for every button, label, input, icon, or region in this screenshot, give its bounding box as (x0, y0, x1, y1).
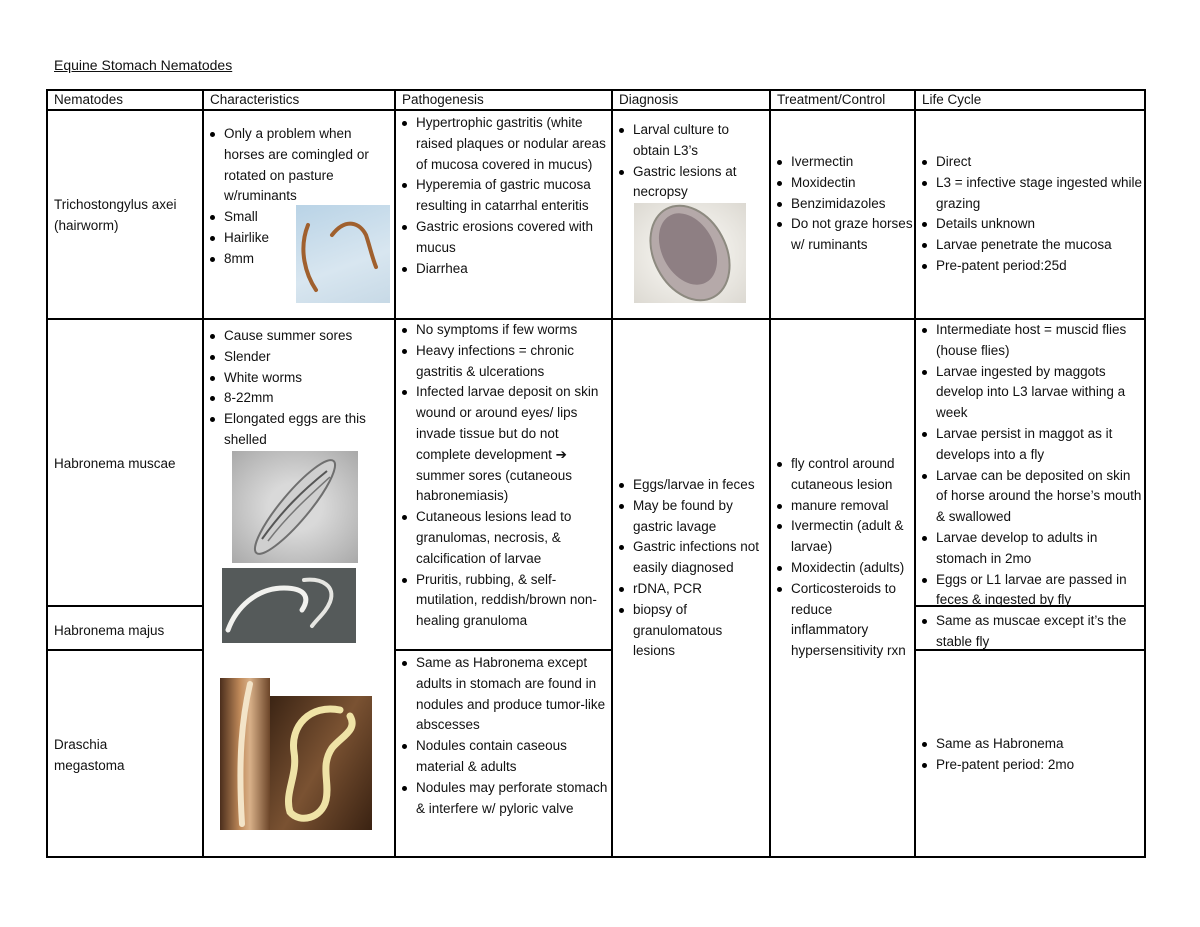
list-item: Larvae can be deposited on skin of horse around the horse’s mouth & swallowed (918, 466, 1142, 528)
list-item: Direct (918, 152, 1142, 173)
list-item: 8mm (206, 249, 390, 270)
list-item: Larvae ingested by maggots develop into L3 larvae withing a week (918, 362, 1142, 424)
header-pathogenesis: Pathogenesis (402, 92, 484, 107)
list-item: Infected larvae deposit on skin wound or around eyes/ lips invade tissue but do not complete development ➔ summer sores (cutaneous habronemiasis) (398, 382, 608, 507)
larva-culture-photo (634, 203, 746, 303)
header-nematodes: Nematodes (54, 92, 124, 107)
list-item: Gastric erosions covered with mucus (398, 217, 608, 259)
nematode-name-draschia: Draschia megastoma (54, 737, 125, 773)
list-item: Diarrhea (398, 259, 608, 280)
list-item: Small (206, 207, 390, 228)
list-item: Elongated eggs are this shelled (206, 409, 390, 451)
list-item: rDNA, PCR (615, 579, 767, 600)
list-item: Benzimidazoles (773, 194, 913, 215)
draschia-photo-1 (220, 678, 270, 830)
list-item: Same as Habronema (918, 734, 1142, 755)
list-item: Same as Habronema except adults in stomach are found in nodules and produce tumor-like abscesses (398, 653, 608, 736)
list-item: Cause summer sores (206, 326, 390, 347)
pathogenesis-draschia (398, 653, 608, 819)
list-item: Nodules may perforate stomach & interfere w/ pyloric valve (398, 778, 608, 820)
list-item: Only a problem when horses are comingled or rotated on pasture w/ruminants (206, 124, 390, 207)
list-item: Eggs/larvae in feces (615, 475, 767, 496)
list-item: 8-22mm (206, 388, 390, 409)
draschia-photo-2 (270, 696, 372, 830)
life-cycle-habronema-majus (918, 611, 1142, 653)
list-item: Heavy infections = chronic gastritis & ulcerations (398, 341, 608, 383)
diagnosis-habronema (615, 475, 767, 662)
list-item: Gastric lesions at necropsy (615, 162, 767, 204)
pathogenesis-trichostongylus (398, 113, 608, 279)
life-cycle-habronema-muscae (918, 320, 1142, 611)
diagnosis-trichostongylus (615, 120, 767, 203)
nematode-table (46, 89, 1146, 858)
list-item: fly control around cutaneous lesion (773, 454, 913, 496)
treatment-trichostongylus (773, 152, 913, 256)
header-life-cycle: Life Cycle (922, 92, 982, 107)
list-item: Pre-patent period:25d (918, 256, 1142, 277)
nematode-name-trichostongylus: Trichostongylus axei (hairworm) (54, 197, 177, 233)
list-item: Ivermectin (773, 152, 913, 173)
list-item: Slender (206, 347, 390, 368)
hairworm-photo (296, 205, 390, 303)
list-item: Larvae penetrate the mucosa (918, 235, 1142, 256)
header-diagnosis: Diagnosis (619, 92, 679, 107)
header-treatment-control: Treatment/Control (777, 92, 886, 107)
list-item: Pre-patent period: 2mo (918, 755, 1142, 776)
habronema-larva-photo (222, 568, 356, 643)
list-item: Do not graze horses w/ ruminants (773, 214, 913, 256)
pathogenesis-habronema (398, 320, 608, 632)
list-item: Moxidectin (adults) (773, 558, 913, 579)
list-item: Larvae persist in maggot as it develops into a fly (918, 424, 1142, 466)
list-item: No symptoms if few worms (398, 320, 608, 341)
life-cycle-draschia (918, 734, 1142, 776)
list-item: Hyperemia of gastric mucosa resulting in catarrhal enteritis (398, 175, 608, 217)
list-item: Larvae develop to adults in stomach in 2mo (918, 528, 1142, 570)
list-item: L3 = infective stage ingested while grazing (918, 173, 1142, 215)
treatment-habronema (773, 454, 913, 662)
list-item: Same as muscae except it’s the stable fly (918, 611, 1142, 653)
life-cycle-trichostongylus (918, 152, 1142, 277)
list-item: Pruritis, rubbing, & self-mutilation, reddish/brown non-healing granuloma (398, 570, 608, 632)
list-item: Hairlike (206, 228, 390, 249)
list-item: Intermediate host = muscid flies (house flies) (918, 320, 1142, 362)
document-title: Equine Stomach Nematodes (54, 57, 233, 73)
habronema-egg-photo (232, 451, 358, 563)
list-item: biopsy of granulomatous lesions (615, 600, 767, 662)
list-item: Corticosteroids to reduce inflammatory hypersensitivity rxn (773, 579, 913, 662)
list-item: Cutaneous lesions lead to granulomas, necrosis, & calcification of larvae (398, 507, 608, 569)
list-item: manure removal (773, 496, 913, 517)
list-item: Eggs or L1 larvae are passed in feces & ingested by fly (918, 570, 1142, 612)
list-item: Moxidectin (773, 173, 913, 194)
header-characteristics: Characteristics (210, 92, 300, 107)
nematode-name-habronema-muscae: Habronema muscae (54, 456, 176, 471)
list-item: Larval culture to obtain L3’s (615, 120, 767, 162)
list-item: Nodules contain caseous material & adults (398, 736, 608, 778)
nematode-name-habronema-majus: Habronema majus (54, 623, 165, 638)
list-item: Gastric infections not easily diagnosed (615, 537, 767, 579)
characteristics-habronema-muscae (206, 326, 390, 451)
list-item: Hypertrophic gastritis (white raised plaques or nodular areas of mucosa covered in mucus) (398, 113, 608, 175)
list-item: May be found by gastric lavage (615, 496, 767, 538)
list-item: Details unknown (918, 214, 1142, 235)
list-item: White worms (206, 368, 390, 389)
list-item: Ivermectin (adult & larvae) (773, 516, 913, 558)
